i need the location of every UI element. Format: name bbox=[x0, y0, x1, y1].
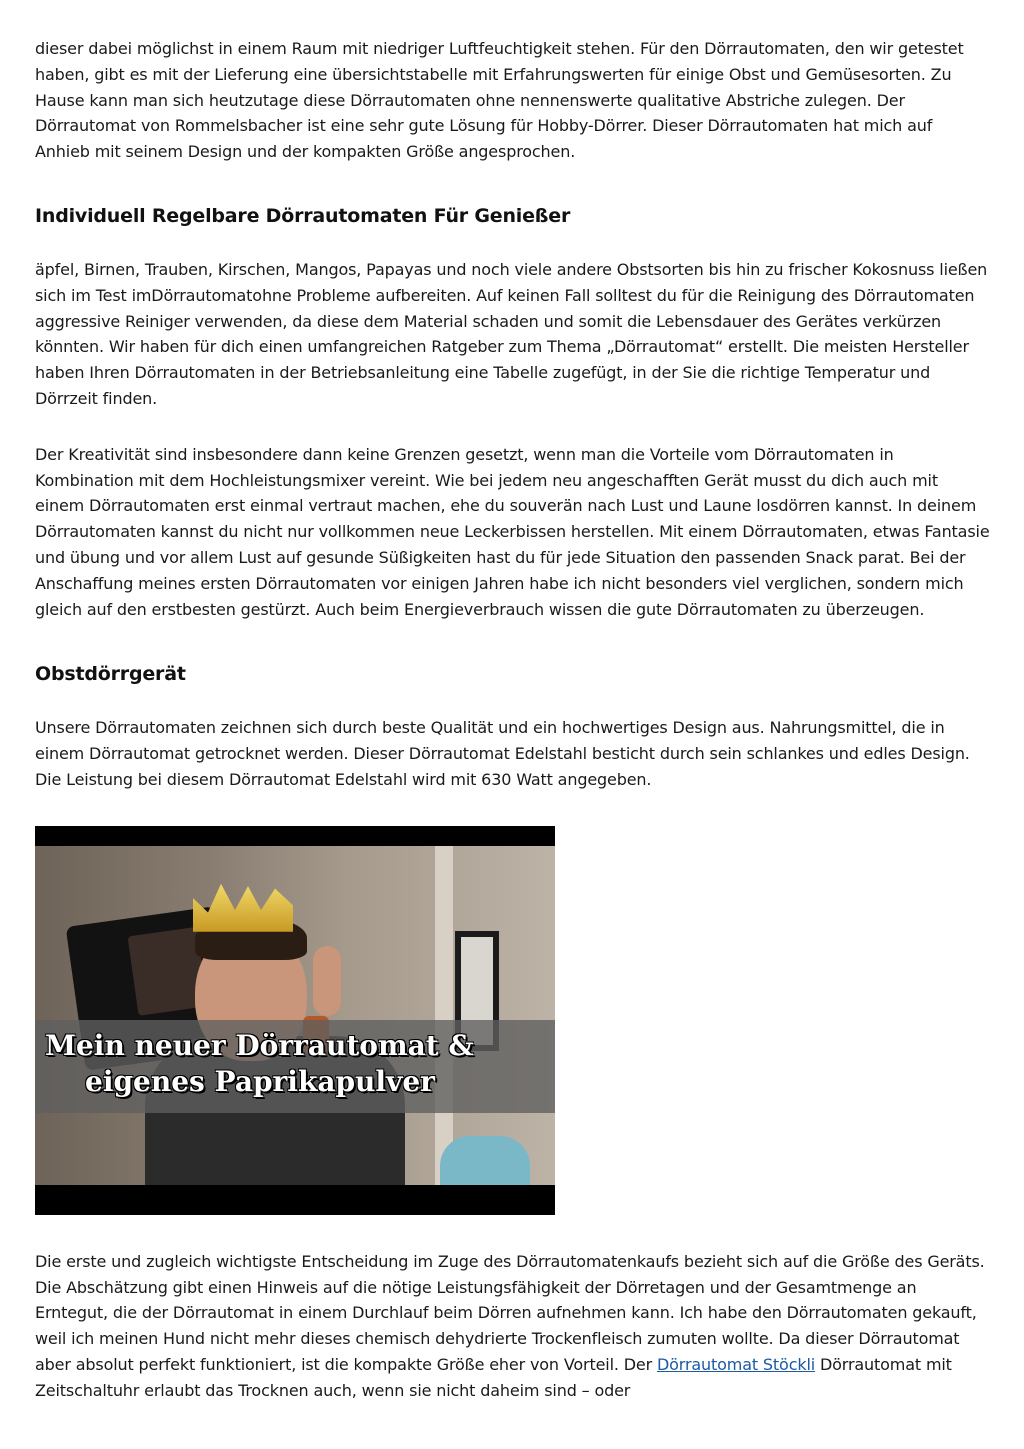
heading-individuell-regelbare: Individuell Regelbare Dörrautomaten Für Genießer bbox=[35, 204, 571, 227]
paragraph-kreativitaet: Der Kreativität sind insbesondere dann keine Grenzen gesetzt, wenn man die Vorteile vom Dörrautomaten in Kombination mit dem Hochleistungsmixer vereint. Wie bei jedem neu angeschafften Gerät musst du dich auch mit einem Dörrautomaten erst einmal vertraut machen, ehe du souverän nach Lust und Laune losdörren kannst. In deinem Dörrautomaten kannst du nicht nur vollkommen neue Leckerbissen herstellen. Mit einem Dörrautomaten, etwas Fantasie und übung und vor allem Lust auf gesunde Süßigkeiten hast du für jede Situation den passenden Snack parat. Bei der Anschaffung meines ersten Dörrautomaten vor einigen Jahren habe ich nicht besonders viel verglichen, sondern mich gleich auf den erstbesten gestürzt. Auch beim Energieverbrauch wissen die gute Dörrautomaten zu überzeugen. bbox=[35, 444, 990, 619]
video-caption-line-2: eigenes Paprikapulver bbox=[85, 1064, 435, 1098]
video-scene-image bbox=[35, 846, 555, 1185]
video-caption bbox=[35, 1020, 555, 1113]
video-thumbnail[interactable] bbox=[35, 826, 555, 1215]
blue-bucket bbox=[440, 1136, 530, 1185]
door-frame bbox=[435, 846, 453, 1185]
paragraph-groesse-text-start: Die erste und zugleich wichtigste Entscheidung im Zuge des Dörrautomatenkaufs bezieht sich auf die Größe des Geräts. Die Abschätzung gibt einen Hinweis auf die nötige Leistungsfähigkeit der Dörretagen und der Gesamtmenge an Erntegut, die der Dörrautomat in einem Durchlauf beim Dörren aufnehmen kann. Ich habe den Dörrautomaten gekauft, weil ich meinen Hund nicht mehr dieses chemisch dehydrierte Trockenfleisch zumuten wollte. Da dieser Dörrautomat aber absolut perfekt funktioniert, ist die kompakte Größe eher von Vorteil. Der bbox=[35, 1251, 985, 1374]
paragraph-obstsorten: äpfel, Birnen, Trauben, Kirschen, Mangos, Papayas und noch viele andere Obstsorten bis hin zu frischer Kokosnuss ließen sich im Test imDörrautomatohne Probleme aufbereiten. Auf keinen Fall solltest du für die Reinigung des Dörrautomaten aggressive Reiniger verwenden, da diese dem Material schaden und somit die Lebensdauer des Gerätes verkürzen könnten. Wir haben für dich einen umfangreichen Ratgeber zum Thema „Dörrautomat“ erstellt. Die meisten Hersteller haben Ihren Dörrautomaten in der Betriebsanleitung eine Tabelle zugefügt, in der Sie die richtige Temperatur und Dörrzeit finden. bbox=[35, 259, 988, 408]
heading-obstdoerrgeraet: Obstdörrgerät bbox=[35, 663, 186, 686]
paragraph-groesse bbox=[35, 1249, 990, 1404]
video-caption-line-1: Mein neuer Dörrautomat & bbox=[45, 1028, 474, 1062]
raised-hand bbox=[313, 946, 341, 1016]
doerrautomat-stoeckli-link[interactable]: Dörrautomat Stöckli bbox=[656, 1354, 816, 1374]
paragraph-groesse-text-end: Dörrautomat mit Zeitschaltuhr erlaubt das Trocknen auch, wenn sie nicht daheim sind – oder bbox=[35, 1354, 952, 1400]
paragraph-qualitaet: Unsere Dörrautomaten zeichnen sich durch beste Qualität und ein hochwertiges Design aus. Nahrungsmittel, die in einem Dörrautomat getrocknet werden. Dieser Dörrautomat Edelstahl besticht durch sein schlankes und edles Design. Die Leistung bei diesem Dörrautomat Edelstahl wird mit 630 Watt angegeben. bbox=[35, 718, 970, 789]
paragraph-intro: dieser dabei möglichst in einem Raum mit niedriger Luftfeuchtigkeit stehen. Für den Dörrautomaten, den wir getestet haben, gibt es mit der Lieferung eine übersichtstabelle mit Erfahrungswerten für einige Obst und Gemüsesorten. Zu Hause kann man sich heutzutage diese Dörrautomaten ohne nennenswerte qualitative Abstriche zulegen. Der Dörrautomat von Rommelsbacher ist eine sehr gute Lösung für Hobby-Dörrer. Dieser Dörrautomaten hat mich auf Anhieb mit seinem Design und der kompakten Größe angesprochen. bbox=[35, 39, 964, 162]
